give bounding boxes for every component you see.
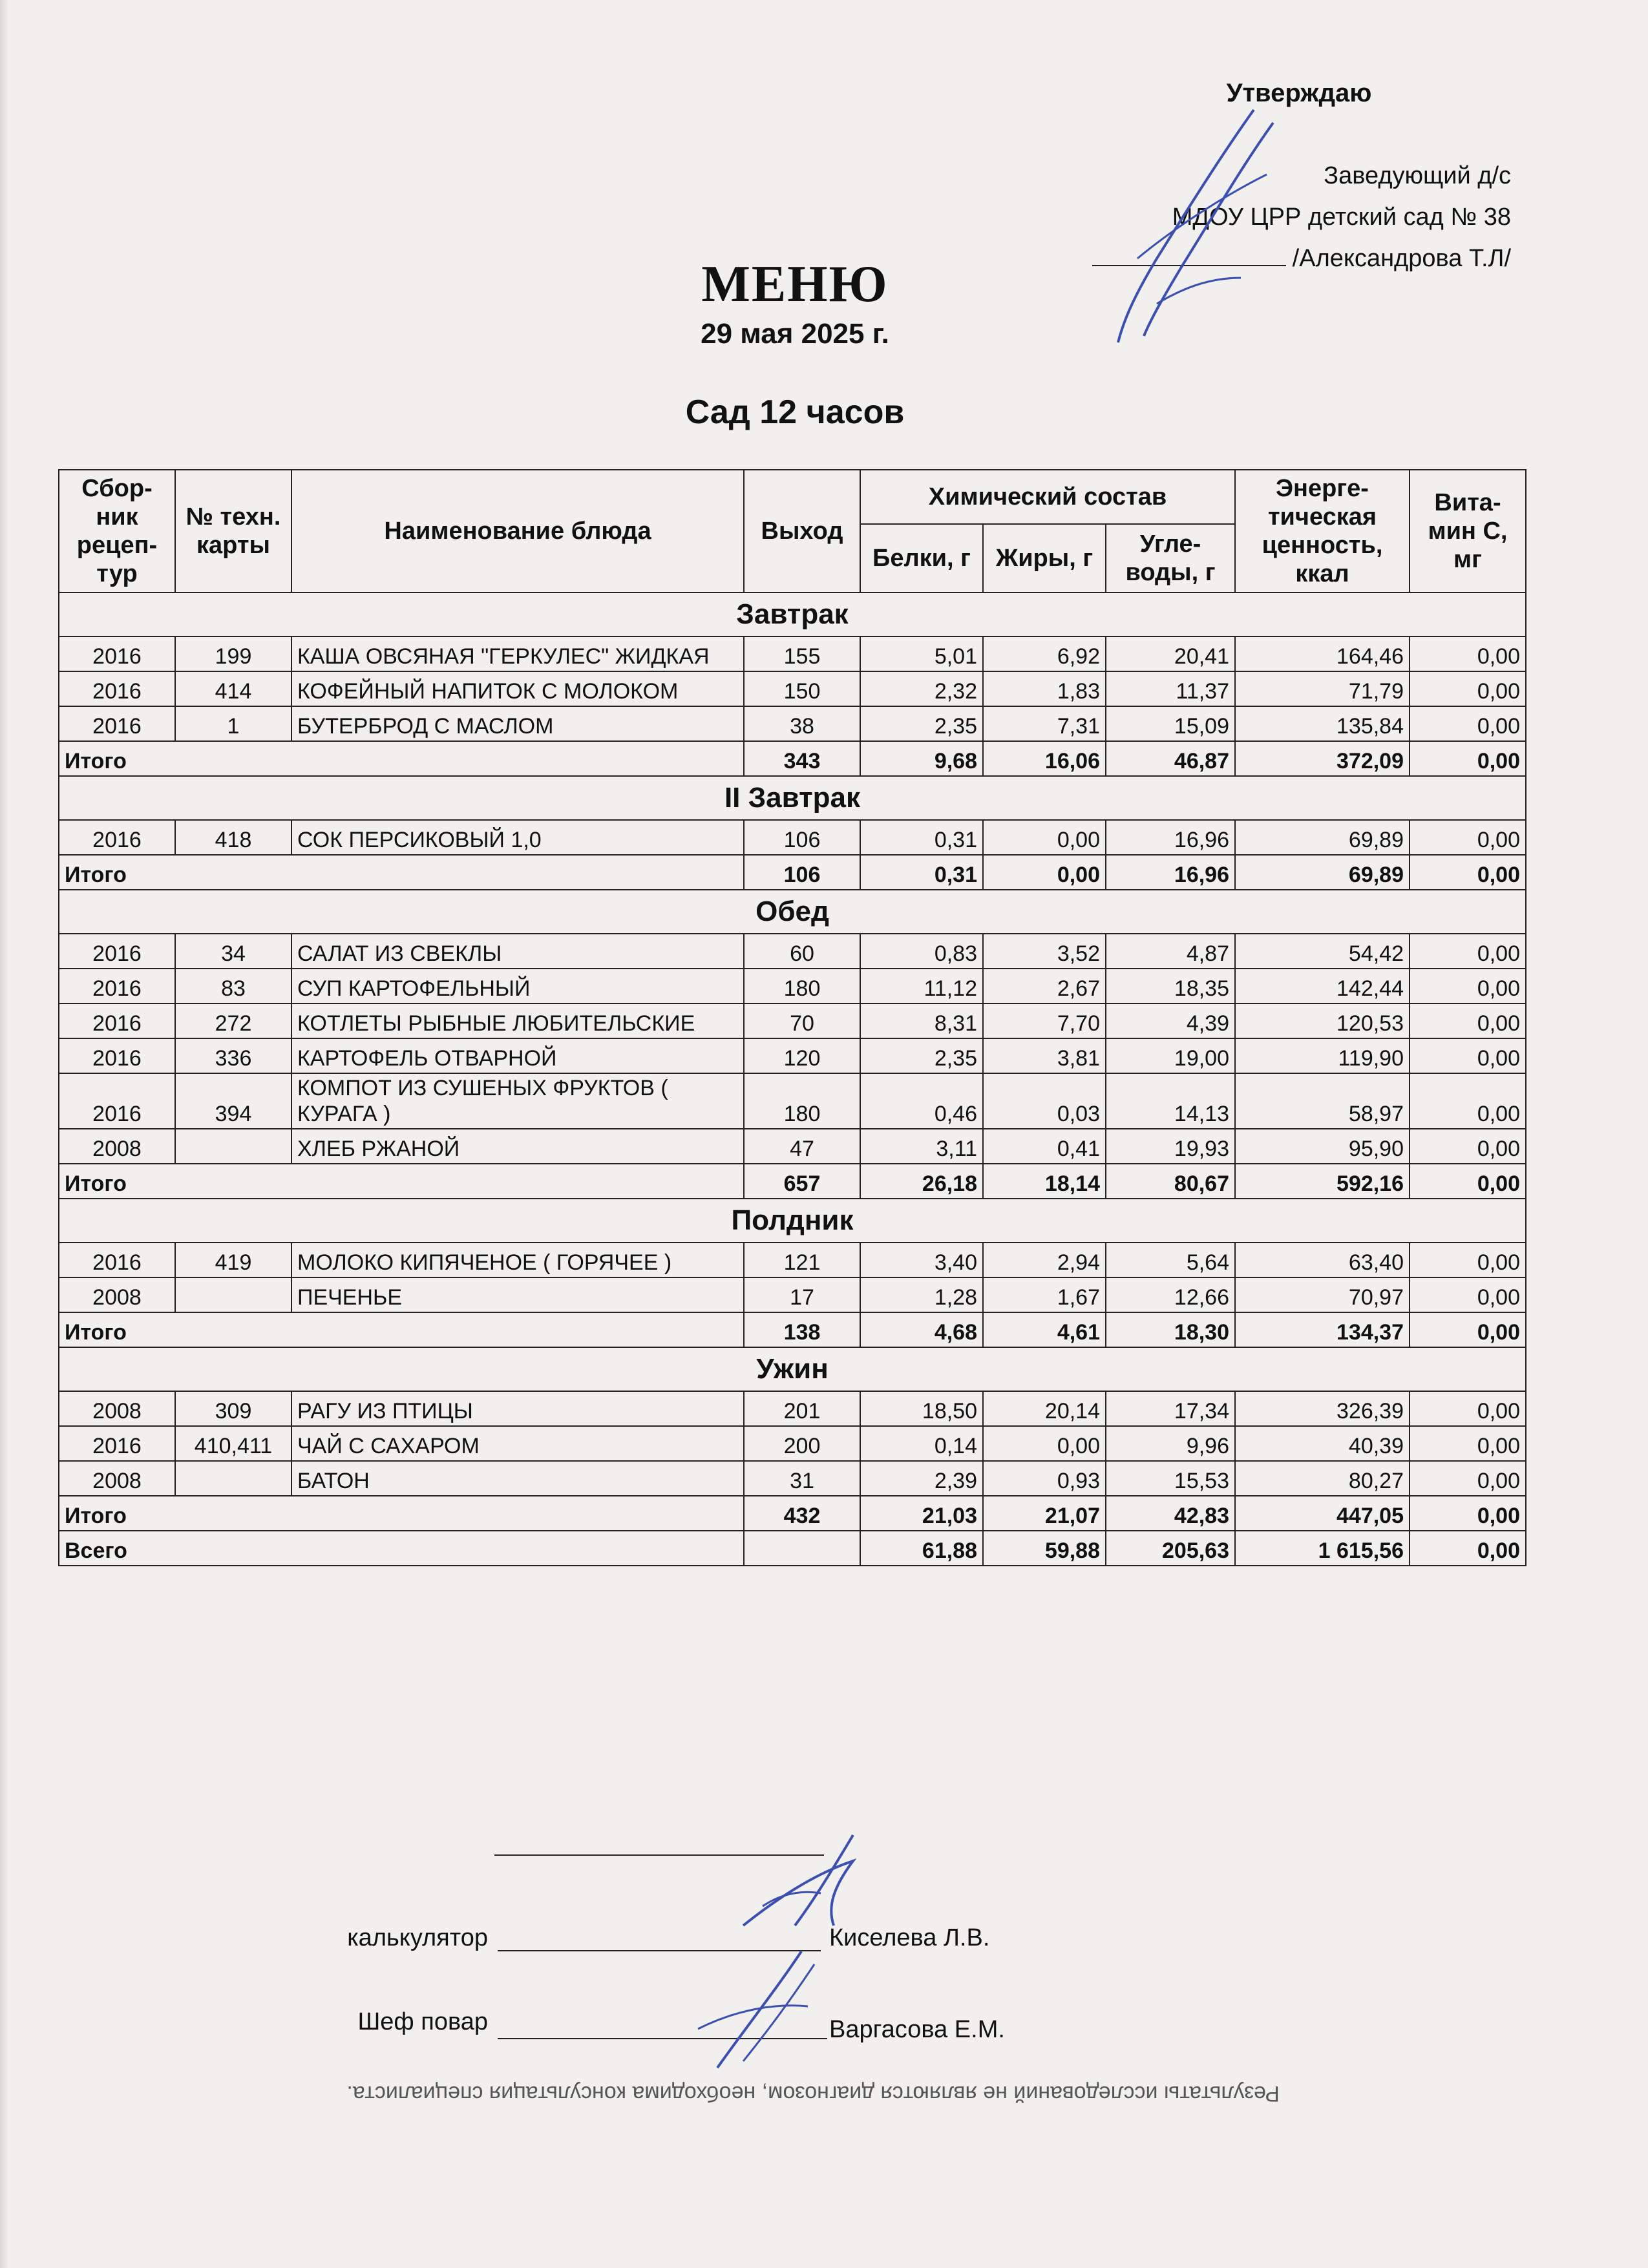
total-carbs: 16,96 (1106, 855, 1235, 890)
cell-collection: 2008 (59, 1129, 175, 1164)
cell-yield: 121 (744, 1243, 860, 1277)
cell-card (175, 1129, 291, 1164)
cell-energy: 58,97 (1235, 1073, 1410, 1129)
bleed-through-note: Результаты исследований не являются диагнозом, необходима консультация специалиста. (346, 2081, 1280, 2106)
cell-collection: 2016 (59, 1038, 175, 1073)
cell-yield: 31 (744, 1461, 860, 1496)
cell-card: 34 (175, 934, 291, 969)
cell-dish: КОТЛЕТЫ РЫБНЫЕ ЛЮБИТЕЛЬСКИЕ (291, 1003, 744, 1038)
header-card: № техн. карты (175, 470, 291, 593)
approval-name: /Александрова Т.Л/ (1292, 245, 1511, 272)
chef-line (498, 2012, 827, 2039)
cell-carbs: 12,66 (1106, 1277, 1235, 1312)
header-collection: Сбор-ник рецеп-тур (59, 470, 175, 593)
cell-energy: 63,40 (1235, 1243, 1410, 1277)
total-energy: 372,09 (1235, 741, 1410, 776)
header-yield: Выход (744, 470, 860, 593)
cell-fat: 6,92 (983, 636, 1106, 671)
cell-energy: 54,42 (1235, 934, 1410, 969)
cell-carbs: 11,37 (1106, 671, 1235, 706)
cell-protein: 1,28 (860, 1277, 983, 1312)
approval-position: Заведующий д/с (1324, 162, 1511, 189)
approval-title: Утверждаю (1226, 79, 1372, 107)
grand-total-protein: 61,88 (860, 1531, 983, 1566)
table-row (59, 636, 1526, 671)
header-carbs: Угле-воды, г (1106, 524, 1235, 593)
total-row (59, 1164, 1526, 1199)
cell-carbs: 4,87 (1106, 934, 1235, 969)
grand-total-energy: 1 615,56 (1235, 1531, 1410, 1566)
header-chem: Химический состав (860, 470, 1235, 524)
section-title: Полдник (59, 1199, 1526, 1243)
cell-protein: 0,31 (860, 820, 983, 855)
total-label: Итого (59, 1312, 744, 1347)
cell-yield: 180 (744, 1073, 860, 1129)
section-header-row (59, 1347, 1526, 1391)
cell-yield: 155 (744, 636, 860, 671)
cell-card (175, 1277, 291, 1312)
cell-card: 83 (175, 969, 291, 1003)
cell-card: 336 (175, 1038, 291, 1073)
cell-yield: 200 (744, 1426, 860, 1461)
cell-card: 199 (175, 636, 291, 671)
total-vitamin: 0,00 (1410, 855, 1526, 890)
total-label: Итого (59, 741, 744, 776)
cell-dish: КАША ОВСЯНАЯ "ГЕРКУЛЕС" ЖИДКАЯ (291, 636, 744, 671)
cell-dish: САЛАТ ИЗ СВЕКЛЫ (291, 934, 744, 969)
total-row (59, 1496, 1526, 1531)
cell-yield: 38 (744, 706, 860, 741)
table-row (59, 1391, 1526, 1426)
cell-yield: 201 (744, 1391, 860, 1426)
cell-protein: 2,32 (860, 671, 983, 706)
cell-yield: 120 (744, 1038, 860, 1073)
cell-carbs: 15,09 (1106, 706, 1235, 741)
total-row (59, 855, 1526, 890)
cell-vitamin: 0,00 (1410, 820, 1526, 855)
cell-protein: 0,46 (860, 1073, 983, 1129)
cell-vitamin: 0,00 (1410, 1073, 1526, 1129)
total-energy: 69,89 (1235, 855, 1410, 890)
total-protein: 0,31 (860, 855, 983, 890)
total-yield: 138 (744, 1312, 860, 1347)
cell-dish: БУТЕРБРОД С МАСЛОМ (291, 706, 744, 741)
cell-vitamin: 0,00 (1410, 1129, 1526, 1164)
cell-card: 394 (175, 1073, 291, 1129)
cell-energy: 142,44 (1235, 969, 1410, 1003)
menu-date: 29 мая 2025 г. (701, 318, 889, 350)
cell-carbs: 9,96 (1106, 1426, 1235, 1461)
cell-carbs: 20,41 (1106, 636, 1235, 671)
cell-protein: 0,83 (860, 934, 983, 969)
cell-energy: 326,39 (1235, 1391, 1410, 1426)
cell-energy: 95,90 (1235, 1129, 1410, 1164)
header-fat: Жиры, г (983, 524, 1106, 593)
cell-carbs: 15,53 (1106, 1461, 1235, 1496)
cell-card: 1 (175, 706, 291, 741)
total-protein: 26,18 (860, 1164, 983, 1199)
cell-collection: 2016 (59, 1243, 175, 1277)
cell-vitamin: 0,00 (1410, 1243, 1526, 1277)
cell-fat: 1,67 (983, 1277, 1106, 1312)
cell-protein: 0,14 (860, 1426, 983, 1461)
cell-carbs: 18,35 (1106, 969, 1235, 1003)
cell-collection: 2016 (59, 1003, 175, 1038)
cell-collection: 2008 (59, 1391, 175, 1426)
cell-collection: 2016 (59, 636, 175, 671)
total-protein: 9,68 (860, 741, 983, 776)
cell-yield: 150 (744, 671, 860, 706)
total-carbs: 18,30 (1106, 1312, 1235, 1347)
total-yield: 432 (744, 1496, 860, 1531)
cell-vitamin: 0,00 (1410, 636, 1526, 671)
cell-dish: РАГУ ИЗ ПТИЦЫ (291, 1391, 744, 1426)
cell-fat: 20,14 (983, 1391, 1106, 1426)
approval-organization: МДОУ ЦРР детский сад № 38 (1172, 204, 1511, 231)
cell-card: 309 (175, 1391, 291, 1426)
cell-collection: 2016 (59, 706, 175, 741)
cell-yield: 70 (744, 1003, 860, 1038)
table-row (59, 1426, 1526, 1461)
table-row (59, 1073, 1526, 1129)
table-row (59, 820, 1526, 855)
cell-vitamin: 0,00 (1410, 969, 1526, 1003)
cell-protein: 8,31 (860, 1003, 983, 1038)
total-fat: 16,06 (983, 741, 1106, 776)
cell-fat: 1,83 (983, 671, 1106, 706)
cell-collection: 2008 (59, 1277, 175, 1312)
total-vitamin: 0,00 (1410, 1164, 1526, 1199)
total-label: Итого (59, 1496, 744, 1531)
cell-fat: 0,93 (983, 1461, 1106, 1496)
table-row (59, 1277, 1526, 1312)
cell-card: 272 (175, 1003, 291, 1038)
header-energy: Энерге-тическая ценность, ккал (1235, 470, 1410, 593)
total-fat: 21,07 (983, 1496, 1106, 1531)
total-carbs: 42,83 (1106, 1496, 1235, 1531)
header-row-1 (59, 470, 1526, 524)
total-yield: 106 (744, 855, 860, 890)
section-header-row (59, 1199, 1526, 1243)
grand-total-carbs: 205,63 (1106, 1531, 1235, 1566)
grand-total-yield (744, 1531, 860, 1566)
cell-carbs: 5,64 (1106, 1243, 1235, 1277)
grand-total-fat: 59,88 (983, 1531, 1106, 1566)
table-row (59, 1003, 1526, 1038)
cell-energy: 164,46 (1235, 636, 1410, 671)
total-energy: 592,16 (1235, 1164, 1410, 1199)
cell-vitamin: 0,00 (1410, 1426, 1526, 1461)
table-row (59, 1461, 1526, 1496)
table-row (59, 671, 1526, 706)
cell-collection: 2016 (59, 820, 175, 855)
table-row (59, 1129, 1526, 1164)
header-vitamin: Вита-мин С, мг (1410, 470, 1526, 593)
total-row (59, 741, 1526, 776)
chef-label: Шеф повар (357, 2008, 488, 2035)
cell-energy: 120,53 (1235, 1003, 1410, 1038)
total-protein: 21,03 (860, 1496, 983, 1531)
header-protein: Белки, г (860, 524, 983, 593)
cell-fat: 2,67 (983, 969, 1106, 1003)
menu-subtitle: Сад 12 часов (685, 394, 905, 431)
total-energy: 447,05 (1235, 1496, 1410, 1531)
cell-carbs: 19,00 (1106, 1038, 1235, 1073)
cell-energy: 135,84 (1235, 706, 1410, 741)
cell-energy: 69,89 (1235, 820, 1410, 855)
cell-energy: 80,27 (1235, 1461, 1410, 1496)
cell-carbs: 17,34 (1106, 1391, 1235, 1426)
section-header-row (59, 890, 1526, 934)
calculator-line (498, 1924, 821, 1951)
cell-card: 410,411 (175, 1426, 291, 1461)
cell-collection: 2016 (59, 969, 175, 1003)
cell-vitamin: 0,00 (1410, 1277, 1526, 1312)
grand-total-label: Всего (59, 1531, 744, 1566)
cell-dish: КОМПОТ ИЗ СУШЕНЫХ ФРУКТОВ ( КУРАГА ) (291, 1073, 744, 1129)
menu-title: МЕНЮ (701, 256, 889, 313)
cell-protein: 5,01 (860, 636, 983, 671)
cell-vitamin: 0,00 (1410, 706, 1526, 741)
cell-carbs: 4,39 (1106, 1003, 1235, 1038)
cell-fat: 0,41 (983, 1129, 1106, 1164)
grand-total-row (59, 1531, 1526, 1566)
cell-collection: 2008 (59, 1461, 175, 1496)
cell-dish: ЧАЙ С САХАРОМ (291, 1426, 744, 1461)
section-title: Завтрак (59, 593, 1526, 636)
cell-energy: 71,79 (1235, 671, 1410, 706)
signature-top-line (494, 1854, 824, 1856)
total-energy: 134,37 (1235, 1312, 1410, 1347)
cell-carbs: 14,13 (1106, 1073, 1235, 1129)
cell-protein: 18,50 (860, 1391, 983, 1426)
cell-yield: 180 (744, 969, 860, 1003)
cell-dish: СОК ПЕРСИКОВЫЙ 1,0 (291, 820, 744, 855)
cell-collection: 2016 (59, 934, 175, 969)
cell-energy: 70,97 (1235, 1277, 1410, 1312)
total-carbs: 46,87 (1106, 741, 1235, 776)
cell-yield: 17 (744, 1277, 860, 1312)
cell-protein: 2,35 (860, 706, 983, 741)
cell-dish: КАРТОФЕЛЬ ОТВАРНОЙ (291, 1038, 744, 1073)
cell-dish: МОЛОКО КИПЯЧЕНОЕ ( ГОРЯЧЕЕ ) (291, 1243, 744, 1277)
cell-dish: КОФЕЙНЫЙ НАПИТОК С МОЛОКОМ (291, 671, 744, 706)
cell-yield: 106 (744, 820, 860, 855)
menu-table (58, 469, 1527, 1566)
total-fat: 18,14 (983, 1164, 1106, 1199)
total-fat: 4,61 (983, 1312, 1106, 1347)
cell-protein: 2,35 (860, 1038, 983, 1073)
cell-dish: СУП КАРТОФЕЛЬНЫЙ (291, 969, 744, 1003)
cell-card (175, 1461, 291, 1496)
cell-protein: 3,40 (860, 1243, 983, 1277)
total-vitamin: 0,00 (1410, 741, 1526, 776)
cell-dish: БАТОН (291, 1461, 744, 1496)
menu-body (59, 593, 1526, 1566)
section-title: Обед (59, 890, 1526, 934)
cell-collection: 2016 (59, 1073, 175, 1129)
total-label: Итого (59, 1164, 744, 1199)
cell-fat: 3,52 (983, 934, 1106, 969)
calculator-name: Киселева Л.В. (829, 1924, 990, 1951)
cell-fat: 0,03 (983, 1073, 1106, 1129)
cell-dish: ПЕЧЕНЬЕ (291, 1277, 744, 1312)
cell-vitamin: 0,00 (1410, 1461, 1526, 1496)
cell-fat: 0,00 (983, 1426, 1106, 1461)
cell-fat: 7,31 (983, 706, 1106, 741)
cell-dish: ХЛЕБ РЖАНОЙ (291, 1129, 744, 1164)
table-row (59, 969, 1526, 1003)
total-yield: 343 (744, 741, 860, 776)
cell-vitamin: 0,00 (1410, 1038, 1526, 1073)
cell-card: 414 (175, 671, 291, 706)
total-vitamin: 0,00 (1410, 1496, 1526, 1531)
cell-energy: 40,39 (1235, 1426, 1410, 1461)
cell-fat: 0,00 (983, 820, 1106, 855)
cell-vitamin: 0,00 (1410, 1003, 1526, 1038)
cell-energy: 119,90 (1235, 1038, 1410, 1073)
cell-carbs: 19,93 (1106, 1129, 1235, 1164)
cell-vitamin: 0,00 (1410, 671, 1526, 706)
cell-vitamin: 0,00 (1410, 1391, 1526, 1426)
cell-card: 419 (175, 1243, 291, 1277)
section-title: Ужин (59, 1347, 1526, 1391)
header-dish: Наименование блюда (291, 470, 744, 593)
total-row (59, 1312, 1526, 1347)
cell-protein: 3,11 (860, 1129, 983, 1164)
cell-protein: 2,39 (860, 1461, 983, 1496)
grand-total-vitamin: 0,00 (1410, 1531, 1526, 1566)
cell-carbs: 16,96 (1106, 820, 1235, 855)
chef-name: Варгасова Е.М. (829, 2016, 1005, 2043)
cell-vitamin: 0,00 (1410, 934, 1526, 969)
total-carbs: 80,67 (1106, 1164, 1235, 1199)
cell-yield: 47 (744, 1129, 860, 1164)
table-row (59, 1243, 1526, 1277)
table-row (59, 1038, 1526, 1073)
total-label: Итого (59, 855, 744, 890)
total-fat: 0,00 (983, 855, 1106, 890)
cell-card: 418 (175, 820, 291, 855)
table-row (59, 934, 1526, 969)
section-header-row (59, 776, 1526, 820)
calculator-label: калькулятор (347, 1924, 488, 1951)
cell-fat: 3,81 (983, 1038, 1106, 1073)
cell-protein: 11,12 (860, 969, 983, 1003)
cell-fat: 2,94 (983, 1243, 1106, 1277)
chef-signature (659, 1945, 827, 2074)
cell-collection: 2016 (59, 1426, 175, 1461)
total-yield: 657 (744, 1164, 860, 1199)
section-header-row (59, 593, 1526, 636)
cell-yield: 60 (744, 934, 860, 969)
cell-fat: 7,70 (983, 1003, 1106, 1038)
total-vitamin: 0,00 (1410, 1312, 1526, 1347)
section-title: II Завтрак (59, 776, 1526, 820)
cell-collection: 2016 (59, 671, 175, 706)
table-row (59, 706, 1526, 741)
total-protein: 4,68 (860, 1312, 983, 1347)
